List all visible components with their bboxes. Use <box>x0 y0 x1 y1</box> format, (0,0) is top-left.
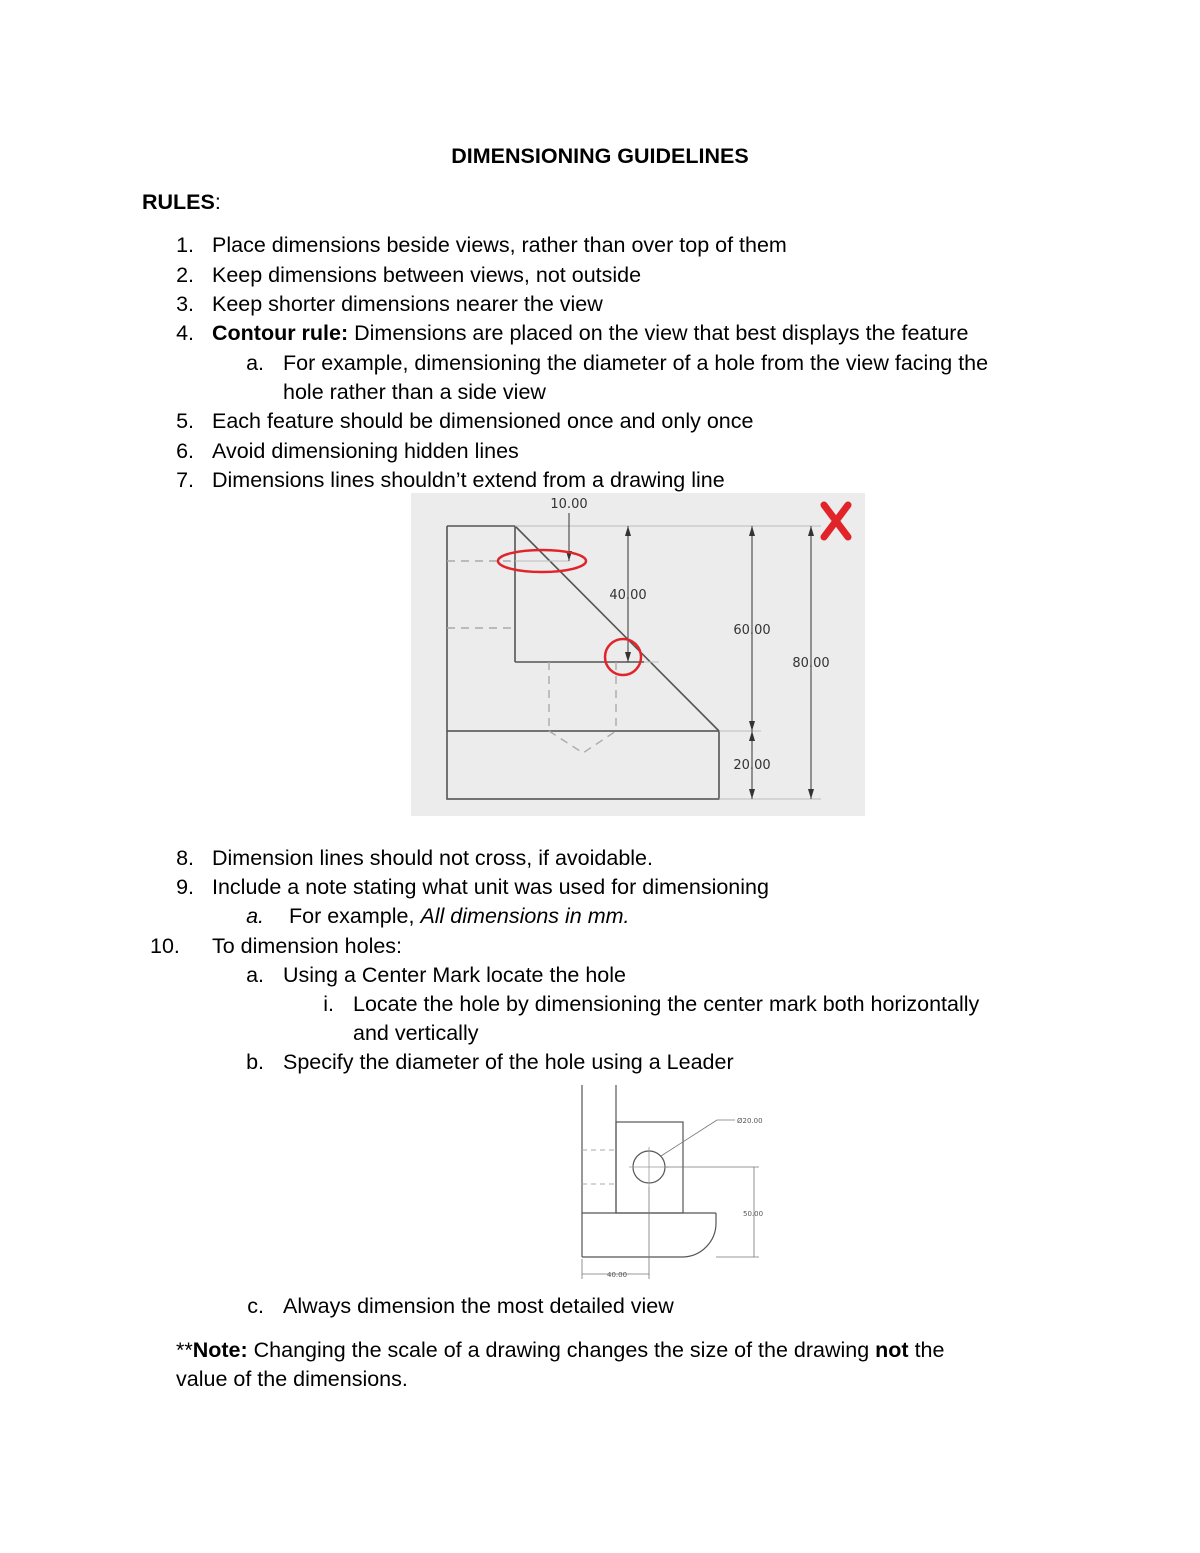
dim-label-40: 40.00 <box>607 1271 628 1279</box>
list-number: a. <box>246 904 264 928</box>
list-number: 10. <box>150 934 180 958</box>
list-number: a. <box>246 351 264 375</box>
list-number: 8. <box>176 846 194 870</box>
list-item: Dimension lines should not cross, if avoidable. <box>212 846 653 870</box>
dim-label-80: 80.00 <box>792 656 830 671</box>
list-item <box>212 320 968 346</box>
list-item: Using a Center Mark locate the hole <box>283 963 626 987</box>
dim-label-diameter: Ø20.00 <box>737 1117 763 1125</box>
list-number: 7. <box>176 468 194 492</box>
page-title: DIMENSIONING GUIDELINES <box>451 144 749 168</box>
rules-heading-label: RULES <box>142 190 215 214</box>
center-mark <box>629 1147 669 1187</box>
list-item: Dimensions lines shouldn’t extend from a drawing line <box>212 468 725 492</box>
list-number: 5. <box>176 409 194 433</box>
figure-background <box>411 493 865 816</box>
contour-rule-label: Contour rule: <box>212 321 349 345</box>
list-item: Locate the hole by dimensioning the center mark both horizontally <box>353 992 980 1016</box>
list-item <box>289 903 630 929</box>
list-item: Include a note stating what unit was used for dimensioning <box>212 875 769 899</box>
list-item: Avoid dimensioning hidden lines <box>212 439 519 463</box>
list-number: c. <box>247 1294 264 1318</box>
list-item: Always dimension the most detailed view <box>283 1294 674 1318</box>
note <box>176 1337 944 1363</box>
example-italic: All dimensions in mm. <box>420 904 630 928</box>
dimension-lines-2 <box>582 1120 759 1279</box>
list-number: a. <box>246 963 264 987</box>
note-label: Note: <box>192 1338 248 1362</box>
dim-label-60: 60.00 <box>733 623 771 638</box>
hole-dimension-figure <box>577 1083 767 1283</box>
contour-rule-text: Dimensions are placed on the view that best displays the feature <box>348 321 969 345</box>
note-text-1: Changing the scale of a drawing changes the size of the drawing <box>247 1338 876 1362</box>
note-line-2: value of the dimensions. <box>176 1367 408 1391</box>
rules-heading <box>142 189 221 215</box>
list-number: i. <box>323 992 334 1016</box>
list-item-continuation: hole rather than a side view <box>283 380 546 404</box>
list-number: 3. <box>176 292 194 316</box>
list-item-continuation: and vertically <box>353 1021 479 1045</box>
list-item: Each feature should be dimensioned once and only once <box>212 409 754 433</box>
dim-label-10: 10.00 <box>550 497 588 512</box>
dim-label-50: 50.00 <box>743 1210 764 1218</box>
dim-label-40: 40.00 <box>609 588 647 603</box>
rules-heading-colon: : <box>214 190 221 214</box>
dim-label-20: 20.00 <box>733 758 771 773</box>
example-text: For example, <box>289 904 421 928</box>
list-item: Specify the diameter of the hole using a Leader <box>283 1050 734 1074</box>
list-number: 6. <box>176 439 194 463</box>
list-item: Place dimensions beside views, rather than over top of them <box>212 233 787 257</box>
list-item: To dimension holes: <box>212 934 403 958</box>
list-number: 9. <box>176 875 194 899</box>
list-item: Keep shorter dimensions nearer the view <box>212 292 603 316</box>
list-item: For example, dimensioning the diameter of a hole from the view facing the <box>283 351 989 375</box>
list-number: 2. <box>176 263 194 287</box>
list-number: 1. <box>176 233 194 257</box>
hidden-lines-2 <box>582 1150 616 1184</box>
list-number: b. <box>246 1050 264 1074</box>
note-prefix: ** <box>176 1338 193 1362</box>
note-bold-word: not <box>875 1338 909 1362</box>
list-number: 4. <box>176 321 194 345</box>
note-text-2: the <box>908 1338 945 1362</box>
list-item: Keep dimensions between views, not outside <box>212 263 642 287</box>
dimension-figure-bad-example <box>411 493 865 816</box>
